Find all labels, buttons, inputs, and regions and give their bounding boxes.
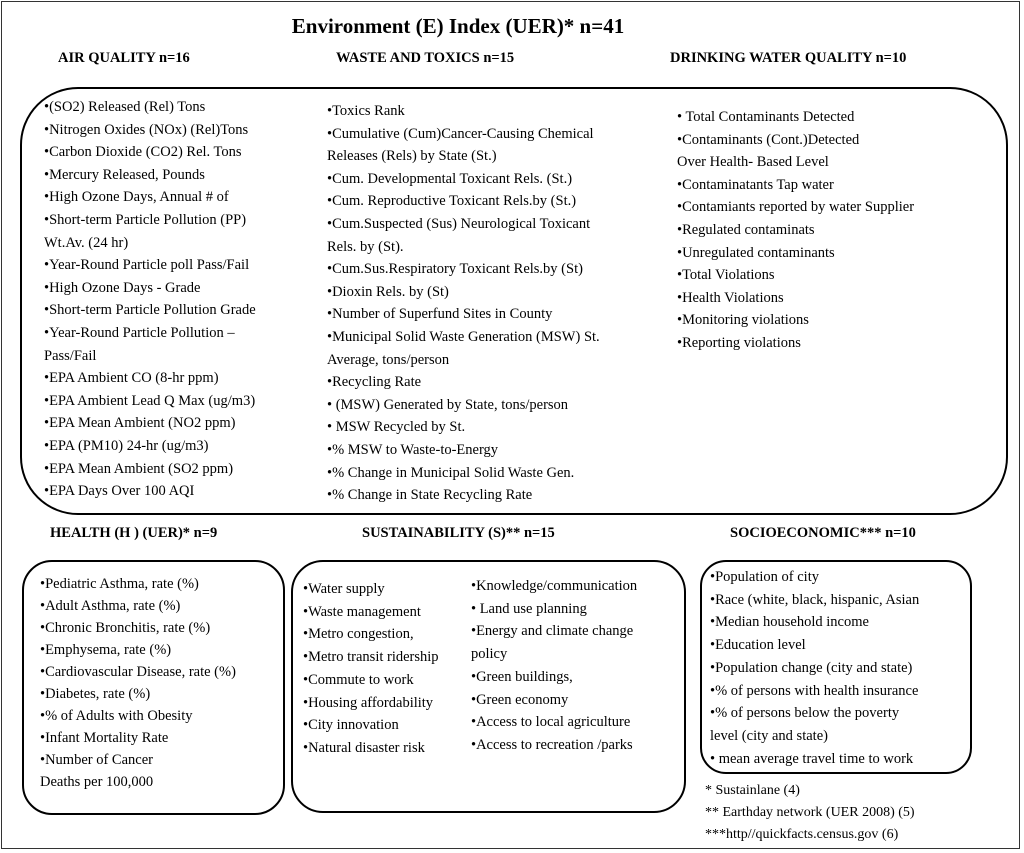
waste-toxics-item: Releases (Rels) by State (St.) (327, 148, 497, 165)
waste-toxics-item: Rels. by (St). (327, 238, 404, 255)
sustainability-list-right (471, 575, 637, 757)
waste-toxics-item: •Cum.Suspected (Sus) Neurological Toxicant (327, 215, 591, 232)
waste-toxics-item: •Cum. Developmental Toxicant Rels. (St.) (327, 170, 573, 187)
health-item: Deaths per 100,000 (40, 774, 154, 790)
drinking-water-item: •Contaminatants Tap water (677, 176, 834, 193)
footnote-line: ** Earthday network (UER 2008) (5) (705, 805, 915, 820)
air-quality-item: Pass/Fail (44, 347, 97, 364)
waste-toxics-item: •Number of Superfund Sites in County (327, 306, 553, 323)
socioeconomic-item: •% of persons with health insurance (710, 682, 919, 699)
socioeconomic-item: •Race (white, black, hispanic, Asian (710, 591, 920, 608)
health-item: •Diabetes, rate (%) (40, 686, 151, 702)
air-quality-item: •EPA Ambient Lead Q Max (ug/m3) (44, 392, 256, 409)
air-quality-item: •Carbon Dioxide (CO2) Rel. Tons (44, 144, 242, 161)
sustainability-item: •Housing affordability (303, 694, 434, 711)
waste-toxics-item: • MSW Recycled by St. (327, 419, 466, 436)
sustainability-item: • Land use planning (471, 600, 587, 617)
drinking-water-item: •Unregulated contaminants (677, 244, 835, 261)
socioeconomic-item: •Median household income (710, 614, 869, 631)
air-quality-item: •EPA (PM10) 24-hr (ug/m3) (44, 437, 209, 454)
waste-toxics-item: •Recycling Rate (327, 374, 422, 391)
sustainability-item: •Energy and climate change (471, 623, 634, 640)
sustainability-item: •Water supply (303, 581, 385, 597)
sustainability-item: •Metro congestion, (303, 626, 414, 643)
drinking-water-item: •Reporting violations (677, 334, 801, 351)
air-quality-item: •Mercury Released, Pounds (44, 166, 205, 183)
drinking-water-item: • Total Contaminants Detected (677, 109, 855, 125)
health-header: HEALTH (H ) (UER)* n=9 (50, 525, 218, 541)
sustainability-list-left (303, 578, 439, 760)
waste-toxics-header: WASTE AND TOXICS n=15 (336, 50, 515, 66)
air-quality-item: •High Ozone Days - Grade (44, 279, 201, 296)
waste-toxics-item: •% MSW to Waste-to-Energy (327, 441, 499, 458)
health-item: •Chronic Bronchitis, rate (%) (40, 620, 211, 636)
sustainability-header: SUSTAINABILITY (S)** n=15 (362, 525, 555, 541)
air-quality-item: •EPA Ambient CO (8-hr ppm) (44, 370, 219, 387)
waste-toxics-item: Average, tons/person (327, 351, 450, 368)
air-quality-item: •EPA Days Over 100 AQI (44, 483, 195, 500)
sustainability-item: •Green economy (471, 691, 569, 708)
air-quality-item: •Short-term Particle Pollution Grade (44, 302, 256, 319)
health-item: •% of Adults with Obesity (40, 708, 193, 724)
air-quality-item: •Year-Round Particle Pollution – (44, 324, 235, 341)
drinking-water-item: •Contamiants reported by water Supplier (677, 199, 915, 216)
waste-toxics-list (327, 100, 600, 507)
sustainability-item: •Green buildings, (471, 668, 573, 685)
health-item: •Emphysema, rate (%) (40, 642, 172, 658)
sustainability-item: •Commute to work (303, 671, 414, 688)
socioeconomic-list (710, 566, 919, 770)
footnote-line: ***http//quickfacts.census.gov (6) (705, 827, 899, 842)
footnotes (705, 780, 915, 846)
sustainability-item: policy (471, 646, 508, 663)
air-quality-item: •Short-term Particle Pollution (PP) (44, 211, 247, 228)
health-item: •Pediatric Asthma, rate (%) (40, 576, 199, 592)
waste-toxics-item: • (MSW) Generated by State, tons/person (327, 396, 569, 413)
air-quality-item: •EPA Mean Ambient (NO2 ppm) (44, 415, 236, 432)
drinking-water-item: •Regulated contaminats (677, 221, 815, 238)
waste-toxics-item: •Toxics Rank (327, 103, 405, 119)
health-list (40, 573, 236, 793)
sustainability-item: •Access to local agriculture (471, 714, 631, 731)
health-item: •Number of Cancer (40, 752, 153, 768)
sustainability-item: •Knowledge/communication (471, 578, 638, 594)
air-quality-header: AIR QUALITY n=16 (58, 50, 190, 66)
waste-toxics-item: •Dioxin Rels. by (St) (327, 283, 449, 300)
socioeconomic-item: •Population change (city and state) (710, 659, 913, 676)
waste-toxics-item: •Cumulative (Cum)Cancer-Causing Chemical (327, 125, 594, 142)
sustainability-item: •Natural disaster risk (303, 739, 425, 756)
footnote-line: * Sustainlane (4) (705, 783, 800, 798)
air-quality-item: •EPA Mean Ambient (SO2 ppm) (44, 460, 234, 477)
air-quality-item: •Year-Round Particle poll Pass/Fail (44, 257, 250, 274)
health-item: •Infant Mortality Rate (40, 730, 169, 746)
sustainability-item: •Access to recreation /parks (471, 736, 633, 753)
air-quality-list (44, 96, 256, 503)
drinking-water-list (677, 106, 914, 355)
air-quality-item: Wt.Av. (24 hr) (44, 234, 129, 251)
socioeconomic-item: • mean average travel time to work (710, 750, 914, 767)
health-item: •Cardiovascular Disease, rate (%) (40, 664, 236, 680)
air-quality-item: •High Ozone Days, Annual # of (44, 189, 229, 206)
waste-toxics-item: •% Change in State Recycling Rate (327, 487, 533, 504)
drinking-water-item: •Total Violations (677, 267, 775, 284)
drinking-water-header: DRINKING WATER QUALITY n=10 (670, 50, 907, 66)
health-item: •Adult Asthma, rate (%) (40, 598, 181, 614)
waste-toxics-item: •Cum.Sus.Respiratory Toxicant Rels.by (St) (327, 261, 583, 278)
air-quality-item: •Nitrogen Oxides (NOx) (Rel)Tons (44, 121, 249, 138)
sustainability-item: •City innovation (303, 717, 399, 734)
figure-title: Environment (E) Index (UER)* n=41 (291, 14, 625, 38)
waste-toxics-item: •Municipal Solid Waste Generation (MSW) St. (327, 328, 600, 345)
drinking-water-item: Over Health- Based Level (677, 154, 829, 171)
socioeconomic-header: SOCIOECONOMIC*** n=10 (730, 525, 916, 541)
socioeconomic-item: •Population of city (710, 569, 819, 585)
waste-toxics-item: •% Change in Municipal Solid Waste Gen. (327, 464, 575, 481)
air-quality-item: •(SO2) Released (Rel) Tons (44, 99, 206, 115)
sustainability-item: •Waste management (303, 603, 421, 620)
sustainability-item: •Metro transit ridership (303, 649, 439, 666)
drinking-water-item: •Monitoring violations (677, 312, 809, 329)
drinking-water-item: •Health Violations (677, 289, 784, 306)
drinking-water-item: •Contaminants (Cont.)Detected (677, 131, 860, 148)
socioeconomic-item: level (city and state) (710, 727, 828, 744)
socioeconomic-item: •% of persons below the poverty (710, 705, 900, 722)
waste-toxics-item: •Cum. Reproductive Toxicant Rels.by (St.) (327, 193, 577, 210)
socioeconomic-item: •Education level (710, 637, 806, 654)
